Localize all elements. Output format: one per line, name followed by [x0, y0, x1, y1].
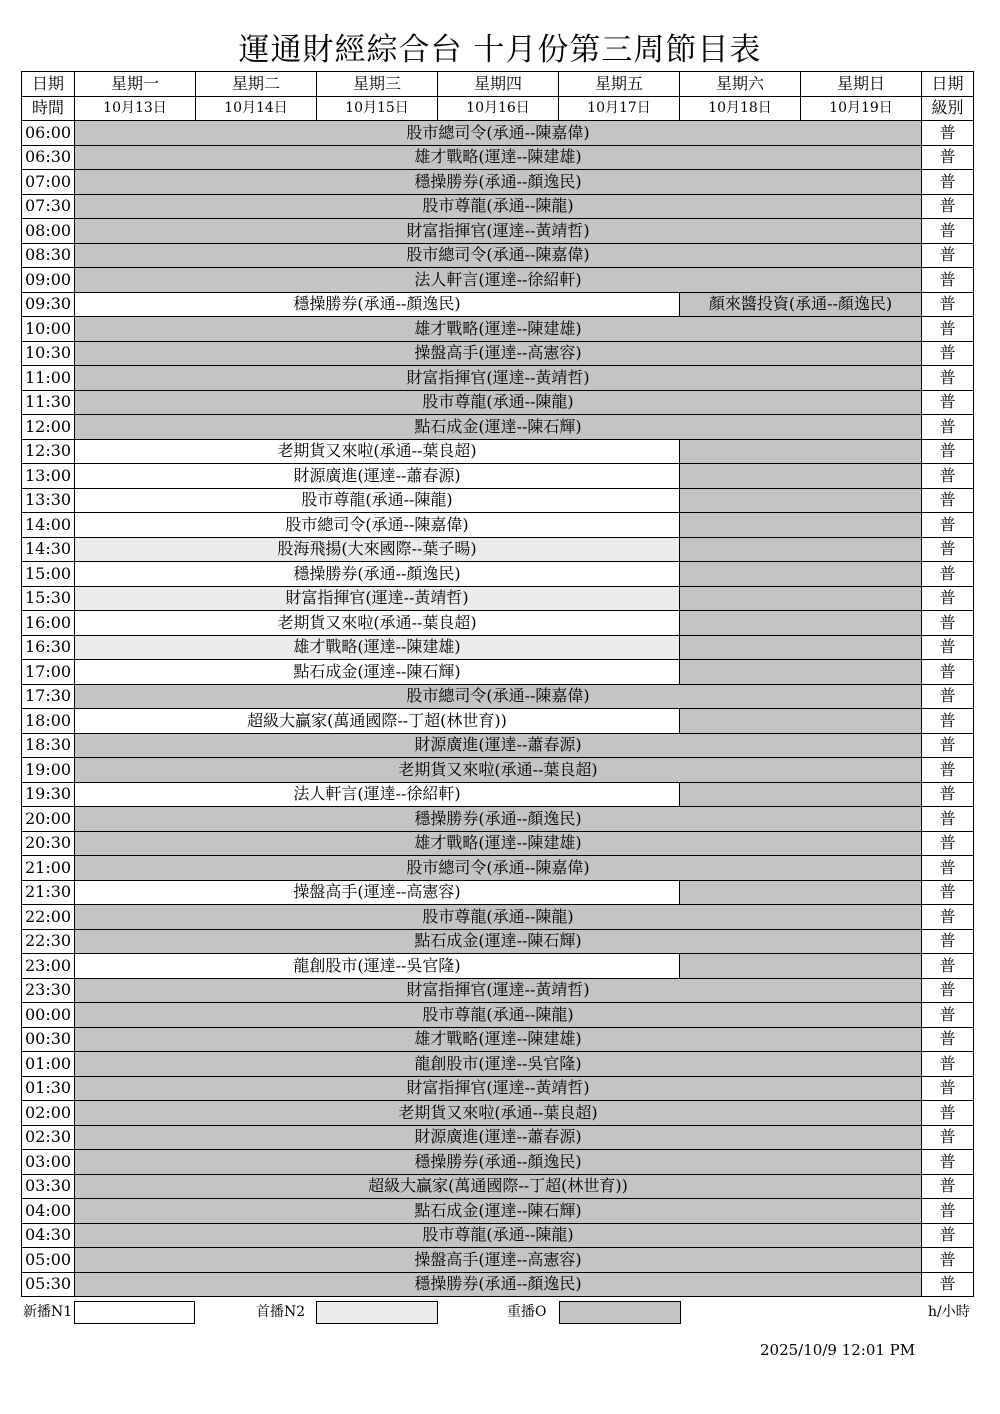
- schedule-row: [22, 537, 974, 562]
- schedule-row: [22, 1150, 974, 1175]
- header-date: 10月15日: [317, 96, 438, 121]
- rating-level: 普: [922, 145, 974, 170]
- rating-level: 普: [922, 1223, 974, 1248]
- schedule-row: [22, 880, 974, 905]
- program-cell: 龍創股市(運達--吳官隆): [75, 1052, 922, 1077]
- rating-level: 普: [922, 660, 974, 685]
- time-slot: 17:00: [22, 660, 75, 685]
- schedule-row: [22, 660, 974, 685]
- schedule-row: [22, 807, 974, 832]
- schedule-row: [22, 439, 974, 464]
- program-cell: 法人軒言(運達--徐紹軒): [75, 782, 680, 807]
- rating-level: 普: [922, 954, 974, 979]
- program-cell: 老期貨又來啦(承通--葉良超): [75, 1101, 922, 1126]
- legend-unit-label: h/小時: [928, 1304, 970, 1320]
- rating-level: 普: [922, 464, 974, 489]
- time-slot: 14:00: [22, 513, 75, 538]
- header-row-days: [22, 72, 974, 97]
- program-cell: 老期貨又來啦(承通--葉良超): [75, 611, 680, 636]
- time-slot: 05:30: [22, 1272, 75, 1297]
- program-cell: 股市總司令(承通--陳嘉偉): [75, 856, 922, 881]
- program-cell: 股市總司令(承通--陳嘉偉): [75, 513, 680, 538]
- schedule-row: [22, 1248, 974, 1273]
- rating-level: 普: [922, 1272, 974, 1297]
- header-day: 星期二: [196, 72, 317, 97]
- rating-level: 普: [922, 758, 974, 783]
- time-slot: 08:00: [22, 219, 75, 244]
- schedule-row: [22, 1003, 974, 1028]
- time-slot: 18:30: [22, 733, 75, 758]
- legend-rerun-label: 重播O: [507, 1304, 547, 1320]
- schedule-row: [22, 929, 974, 954]
- schedule-row: [22, 243, 974, 268]
- time-slot: 15:30: [22, 586, 75, 611]
- program-cell: 穩操勝券(承通--顏逸民): [75, 170, 922, 195]
- rating-level: 普: [922, 1125, 974, 1150]
- time-slot: 22:30: [22, 929, 75, 954]
- legend-premiere-swatch: [316, 1301, 438, 1324]
- rating-level: 普: [922, 709, 974, 734]
- rating-level: 普: [922, 1174, 974, 1199]
- rating-level: 普: [922, 611, 974, 636]
- schedule-row: [22, 709, 974, 734]
- rating-level: 普: [922, 1101, 974, 1126]
- rating-level: 普: [922, 1248, 974, 1273]
- empty-rerun-cell: [680, 439, 922, 464]
- rating-level: 普: [922, 1052, 974, 1077]
- time-slot: 01:00: [22, 1052, 75, 1077]
- program-cell: 雄才戰略(運達--陳建雄): [75, 317, 922, 342]
- program-cell: 財富指揮官(運達--黃靖哲): [75, 978, 922, 1003]
- header-date: 10月19日: [801, 96, 922, 121]
- header-date: 10月16日: [438, 96, 559, 121]
- program-cell: 股市總司令(承通--陳嘉偉): [75, 243, 922, 268]
- time-slot: 02:30: [22, 1125, 75, 1150]
- schedule-row: [22, 1101, 974, 1126]
- schedule-row: [22, 1027, 974, 1052]
- empty-rerun-cell: [680, 537, 922, 562]
- program-cell: 股市尊龍(承通--陳龍): [75, 1223, 922, 1248]
- time-slot: 16:30: [22, 635, 75, 660]
- rating-level: 普: [922, 1076, 974, 1101]
- rating-level: 普: [922, 488, 974, 513]
- header-row-dates: [22, 96, 974, 121]
- program-cell: 股市尊龍(承通--陳龍): [75, 488, 680, 513]
- program-cell: 老期貨又來啦(承通--葉良超): [75, 439, 680, 464]
- time-slot: 00:00: [22, 1003, 75, 1028]
- schedule-row: [22, 782, 974, 807]
- header-right-top: 日期: [922, 72, 974, 97]
- time-slot: 06:00: [22, 121, 75, 146]
- time-slot: 09:00: [22, 268, 75, 293]
- time-slot: 07:00: [22, 170, 75, 195]
- header-date: 10月14日: [196, 96, 317, 121]
- schedule-row: [22, 954, 974, 979]
- program-cell: 財富指揮官(運達--黃靖哲): [75, 1076, 922, 1101]
- legend-new-label: 新播N1: [23, 1304, 73, 1320]
- rating-level: 普: [922, 831, 974, 856]
- schedule-row: [22, 1223, 974, 1248]
- rating-level: 普: [922, 856, 974, 881]
- schedule-row: [22, 464, 974, 489]
- page-title: 運通財經綜合台 十月份第三周節目表: [238, 32, 762, 68]
- rating-level: 普: [922, 905, 974, 930]
- program-cell: 穩操勝券(承通--顏逸民): [75, 1150, 922, 1175]
- rating-level: 普: [922, 439, 974, 464]
- program-cell: 穩操勝券(承通--顏逸民): [75, 562, 680, 587]
- schedule-row: [22, 856, 974, 881]
- rating-level: 普: [922, 219, 974, 244]
- schedule-row: [22, 1125, 974, 1150]
- rating-level: 普: [922, 586, 974, 611]
- schedule-row: [22, 268, 974, 293]
- time-slot: 02:00: [22, 1101, 75, 1126]
- time-slot: 15:00: [22, 562, 75, 587]
- rating-level: 普: [922, 121, 974, 146]
- rating-level: 普: [922, 415, 974, 440]
- schedule-row: [22, 978, 974, 1003]
- rating-level: 普: [922, 782, 974, 807]
- rating-level: 普: [922, 733, 974, 758]
- header-day: 星期六: [680, 72, 801, 97]
- empty-rerun-cell: [680, 488, 922, 513]
- schedule-row: [22, 733, 974, 758]
- schedule-row: [22, 1052, 974, 1077]
- schedule-row: [22, 317, 974, 342]
- schedule-row: [22, 611, 974, 636]
- time-slot: 16:00: [22, 611, 75, 636]
- program-cell: 穩操勝券(承通--顏逸民): [75, 807, 922, 832]
- program-cell: 點石成金(運達--陳石輝): [75, 929, 922, 954]
- program-cell: 操盤高手(運達--高憲容): [75, 341, 922, 366]
- empty-rerun-cell: [680, 709, 922, 734]
- schedule-row: [22, 366, 974, 391]
- rating-level: 普: [922, 1150, 974, 1175]
- legend-rerun-swatch: [559, 1301, 681, 1324]
- header-date: 10月17日: [559, 96, 680, 121]
- rating-level: 普: [922, 170, 974, 195]
- time-slot: 13:30: [22, 488, 75, 513]
- schedule-row: [22, 194, 974, 219]
- program-cell: 財源廣進(運達--蕭春源): [75, 733, 922, 758]
- rating-level: 普: [922, 537, 974, 562]
- legend-new-swatch: [74, 1301, 195, 1324]
- rating-level: 普: [922, 390, 974, 415]
- program-cell: 超級大贏家(萬通國際--丁超(林世育)): [75, 709, 680, 734]
- rating-level: 普: [922, 978, 974, 1003]
- time-slot: 19:00: [22, 758, 75, 783]
- time-slot: 17:30: [22, 684, 75, 709]
- program-cell: 財源廣進(運達--蕭春源): [75, 1125, 922, 1150]
- program-cell: 雄才戰略(運達--陳建雄): [75, 831, 922, 856]
- rating-level: 普: [922, 1003, 974, 1028]
- time-slot: 23:30: [22, 978, 75, 1003]
- program-cell: 穩操勝券(承通--顏逸民): [75, 292, 680, 317]
- time-slot: 08:30: [22, 243, 75, 268]
- program-cell: 股市總司令(承通--陳嘉偉): [75, 684, 922, 709]
- schedule-row: [22, 758, 974, 783]
- rating-level: 普: [922, 929, 974, 954]
- empty-rerun-cell: [680, 660, 922, 685]
- header-day: 星期五: [559, 72, 680, 97]
- rating-level: 普: [922, 684, 974, 709]
- time-slot: 14:30: [22, 537, 75, 562]
- schedule-table: [21, 71, 974, 1297]
- schedule-row: [22, 684, 974, 709]
- schedule-row: [22, 1076, 974, 1101]
- program-cell: 股市尊龍(承通--陳龍): [75, 1003, 922, 1028]
- time-slot: 21:30: [22, 880, 75, 905]
- schedule-row: [22, 513, 974, 538]
- time-slot: 12:00: [22, 415, 75, 440]
- time-slot: 07:30: [22, 194, 75, 219]
- time-slot: 04:00: [22, 1199, 75, 1224]
- header-day: 星期一: [75, 72, 196, 97]
- program-cell: 雄才戰略(運達--陳建雄): [75, 145, 922, 170]
- schedule-row: [22, 1174, 974, 1199]
- time-slot: 20:30: [22, 831, 75, 856]
- rating-level: 普: [922, 635, 974, 660]
- legend-premiere-label: 首播N2: [256, 1304, 306, 1320]
- program-cell: 點石成金(運達--陳石輝): [75, 415, 922, 440]
- program-cell: 財富指揮官(運達--黃靖哲): [75, 586, 680, 611]
- program-cell: 穩操勝券(承通--顏逸民): [75, 1272, 922, 1297]
- schedule-row: [22, 905, 974, 930]
- rating-level: 普: [922, 243, 974, 268]
- time-slot: 22:00: [22, 905, 75, 930]
- header-day-label: 日期: [22, 72, 75, 97]
- header-day: 星期三: [317, 72, 438, 97]
- time-slot: 00:30: [22, 1027, 75, 1052]
- rating-level: 普: [922, 562, 974, 587]
- schedule-body: [22, 72, 974, 1297]
- time-slot: 19:30: [22, 782, 75, 807]
- time-slot: 10:00: [22, 317, 75, 342]
- time-slot: 11:30: [22, 390, 75, 415]
- schedule-row: [22, 219, 974, 244]
- program-cell: 操盤高手(運達--高憲容): [75, 880, 680, 905]
- rating-level: 普: [922, 513, 974, 538]
- rating-level: 普: [922, 366, 974, 391]
- rating-level: 普: [922, 292, 974, 317]
- schedule-row: [22, 390, 974, 415]
- empty-rerun-cell: [680, 513, 922, 538]
- rating-level: 普: [922, 1199, 974, 1224]
- schedule-row: [22, 121, 974, 146]
- program-cell: 股市尊龍(承通--陳龍): [75, 905, 922, 930]
- time-slot: 10:30: [22, 341, 75, 366]
- time-slot: 11:00: [22, 366, 75, 391]
- time-slot: 03:00: [22, 1150, 75, 1175]
- program-cell: 龍創股市(運達--吳官隆): [75, 954, 680, 979]
- time-slot: 01:30: [22, 1076, 75, 1101]
- schedule-row: [22, 586, 974, 611]
- program-cell: 點石成金(運達--陳石輝): [75, 1199, 922, 1224]
- program-cell: 財富指揮官(運達--黃靖哲): [75, 219, 922, 244]
- program-cell: 股海飛揚(大來國際--葉子暘): [75, 537, 680, 562]
- rating-level: 普: [922, 1027, 974, 1052]
- schedule-row: [22, 292, 974, 317]
- schedule-row: [22, 341, 974, 366]
- program-cell: 財源廣進(運達--蕭春源): [75, 464, 680, 489]
- time-slot: 12:30: [22, 439, 75, 464]
- program-cell: 老期貨又來啦(承通--葉良超): [75, 758, 922, 783]
- program-cell: 股市總司令(承通--陳嘉偉): [75, 121, 922, 146]
- time-slot: 03:30: [22, 1174, 75, 1199]
- empty-rerun-cell: [680, 880, 922, 905]
- time-slot: 23:00: [22, 954, 75, 979]
- empty-rerun-cell: [680, 954, 922, 979]
- program-cell: 股市尊龍(承通--陳龍): [75, 390, 922, 415]
- time-slot: 20:00: [22, 807, 75, 832]
- empty-rerun-cell: [680, 635, 922, 660]
- rating-level: 普: [922, 807, 974, 832]
- header-level-label: 級別: [922, 96, 974, 121]
- empty-rerun-cell: [680, 562, 922, 587]
- header-date: 10月13日: [75, 96, 196, 121]
- empty-rerun-cell: [680, 586, 922, 611]
- time-slot: 05:00: [22, 1248, 75, 1273]
- program-cell: 超級大贏家(萬通國際--丁超(林世育)): [75, 1174, 922, 1199]
- rating-level: 普: [922, 194, 974, 219]
- time-slot: 09:30: [22, 292, 75, 317]
- rating-level: 普: [922, 341, 974, 366]
- header-day: 星期四: [438, 72, 559, 97]
- time-slot: 21:00: [22, 856, 75, 881]
- time-slot: 18:00: [22, 709, 75, 734]
- header-day: 星期日: [801, 72, 922, 97]
- time-slot: 06:30: [22, 145, 75, 170]
- program-cell: 顏來醬投資(承通--顏逸民): [680, 292, 922, 317]
- time-slot: 13:00: [22, 464, 75, 489]
- header-date: 10月18日: [680, 96, 801, 121]
- rating-level: 普: [922, 268, 974, 293]
- schedule-row: [22, 1272, 974, 1297]
- program-cell: 雄才戰略(運達--陳建雄): [75, 635, 680, 660]
- program-cell: 操盤高手(運達--高憲容): [75, 1248, 922, 1273]
- schedule-row: [22, 831, 974, 856]
- print-timestamp: 2025/10/9 12:01 PM: [760, 1341, 916, 1359]
- schedule-row: [22, 635, 974, 660]
- program-cell: 法人軒言(運達--徐紹軒): [75, 268, 922, 293]
- program-cell: 股市尊龍(承通--陳龍): [75, 194, 922, 219]
- rating-level: 普: [922, 880, 974, 905]
- time-slot: 04:30: [22, 1223, 75, 1248]
- schedule-row: [22, 562, 974, 587]
- schedule-row: [22, 488, 974, 513]
- schedule-row: [22, 1199, 974, 1224]
- empty-rerun-cell: [680, 464, 922, 489]
- rating-level: 普: [922, 317, 974, 342]
- program-cell: 點石成金(運達--陳石輝): [75, 660, 680, 685]
- program-cell: 財富指揮官(運達--黃靖哲): [75, 366, 922, 391]
- empty-rerun-cell: [680, 782, 922, 807]
- schedule-row: [22, 170, 974, 195]
- program-cell: 雄才戰略(運達--陳建雄): [75, 1027, 922, 1052]
- schedule-row: [22, 145, 974, 170]
- schedule-row: [22, 415, 974, 440]
- header-time-label: 時間: [22, 96, 75, 121]
- empty-rerun-cell: [680, 611, 922, 636]
